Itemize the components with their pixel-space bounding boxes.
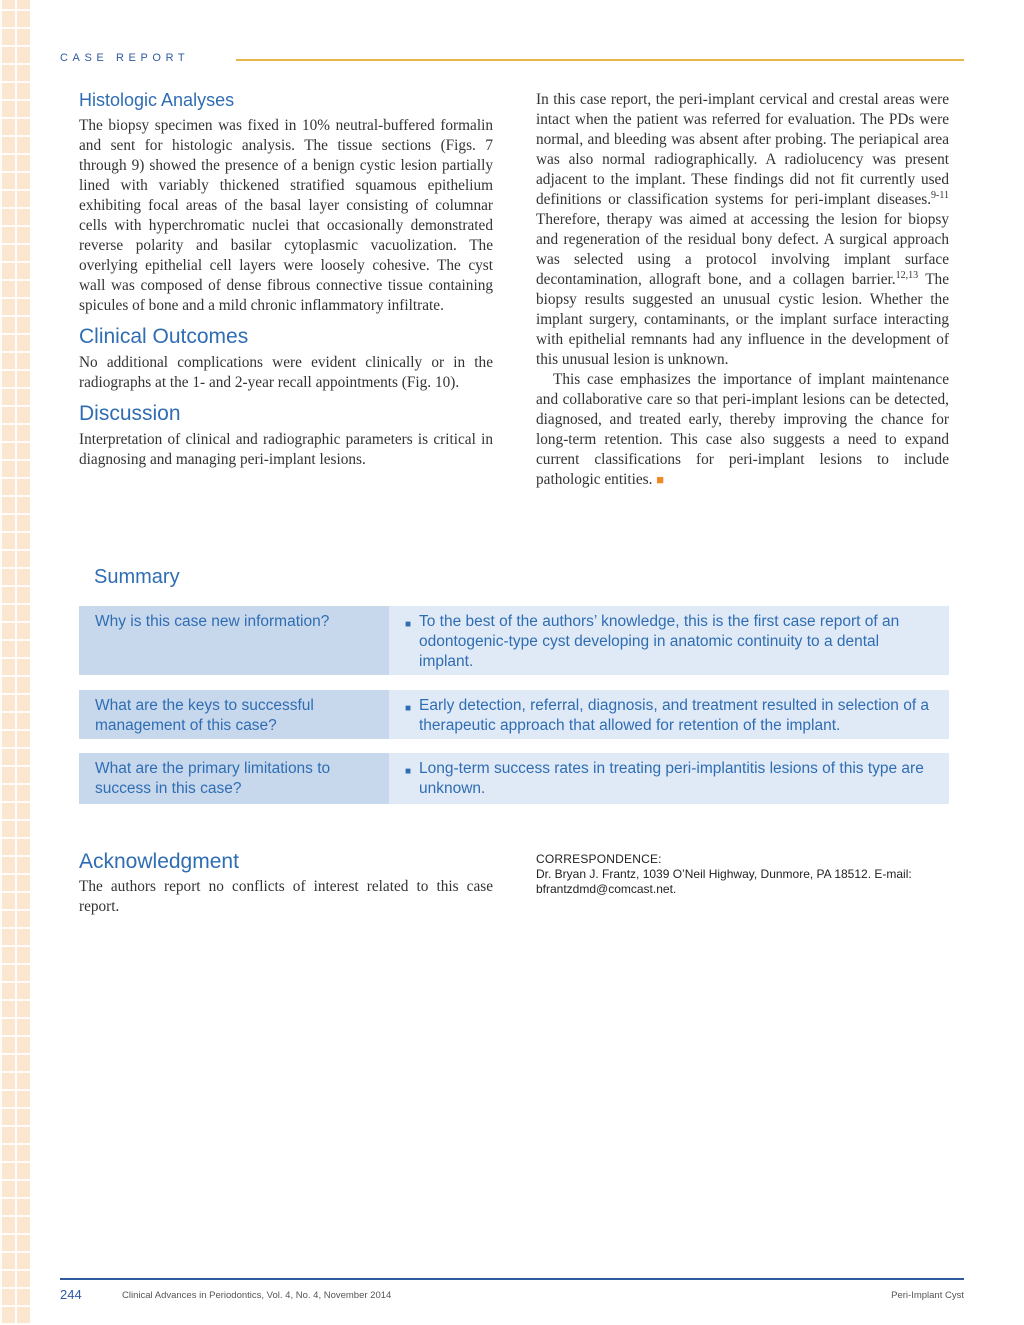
footer-rule xyxy=(60,1278,964,1280)
discussion-paragraph-1 xyxy=(536,90,949,370)
histologic-heading: Histologic Analyses xyxy=(79,90,235,110)
summary-row xyxy=(79,753,949,804)
paragraph-2-text: This case emphasizes the importance of implant maintenance and collaborative care so that peri-implant lesions can be detected, diagnosed, and treated early, thereby improving the chance for long-term retention. This case also suggests a need to expand current classifications for peri-implant lesions to include pathologic entities. xyxy=(536,371,949,488)
discussion-heading: Discussion xyxy=(79,401,181,425)
summary-answer xyxy=(389,690,949,739)
correspondence-block xyxy=(536,852,950,897)
outcomes-text: No additional complications were evident clinically or in the radiographs at the 1- and 2-year recall appointments (Fig. 10). xyxy=(79,353,493,391)
summary-answer xyxy=(389,753,949,804)
paragraph-1-part-c: The biopsy results suggested an unusual cystic lesion. Whether the implant surgery, contaminants, or the implant surface interacting with epithelial remnants had any influence in the development of this unusual lesion is unknown. xyxy=(536,271,949,368)
bullet-icon: ■ xyxy=(405,703,412,714)
correspondence-heading: CORRESPONDENCE: xyxy=(536,852,662,866)
reference-citation: 12,13 xyxy=(895,269,919,281)
left-column xyxy=(79,90,493,470)
outcomes-heading: Clinical Outcomes xyxy=(79,324,249,348)
discussion-text: Interpretation of clinical and radiographic parameters is critical in diagnosing and managing peri-implant lesions. xyxy=(79,430,493,468)
acknowledgment-heading: Acknowledgment xyxy=(79,850,239,873)
bullet-icon: ■ xyxy=(405,619,412,630)
section-label: CASE REPORT xyxy=(60,52,190,64)
discussion-paragraph-2 xyxy=(536,370,949,490)
summary-answer-text: Long-term success rates in treating peri-implantitis lesions of this type are unknown. xyxy=(419,760,924,797)
summary-question: Why is this case new information? xyxy=(79,606,389,675)
reference-citation: 9-11 xyxy=(931,189,949,201)
summary-row xyxy=(79,690,949,739)
right-column xyxy=(536,90,949,490)
page-number: 244 xyxy=(60,1287,82,1302)
summary-title: Summary xyxy=(94,566,180,588)
header-rule xyxy=(236,59,964,61)
summary-question: What are the keys to successful management of this case? xyxy=(79,690,389,739)
paragraph-1-part-b: Therefore, therapy was aimed at accessing the lesion for biopsy and regeneration of the residual bony defect. A surgical approach was selected using a protocol involving implant surface decontamination, allograft bone, and a collagen barrier. xyxy=(536,211,949,288)
end-of-article-icon: ■ xyxy=(656,472,665,487)
margin-decoration xyxy=(0,0,30,1325)
summary-answer-text: Early detection, referral, diagnosis, and treatment resulted in selection of a therapeutic approach that allowed for retention of the implant. xyxy=(419,697,930,734)
histologic-text: The biopsy specimen was fixed in 10% neutral-buffered formalin and sent for histologic analysis. The tissue sections (Figs. 7 through 9) showed the presence of a benign cystic lesion partially lined with variably thickened stratified squamous epithelium exhibiting focal areas of the basal layer consisting of columnar cells with hyperchromatic nuclei that occasionally demonstrated reverse polarity and basilar cytoplasmic vacuolization. The overlying epithelial cell layers were loosely cohesive. The cyst wall was composed of dense fibrous connective tissue containing spicules of bone and a mild chronic inflammatory infiltrate. xyxy=(79,116,493,314)
summary-answer xyxy=(389,606,949,675)
journal-citation: Clinical Advances in Periodontics, Vol. 4, No. 4, November 2014 xyxy=(122,1290,392,1301)
acknowledgment-text: The authors report no conflicts of interest related to this case report. xyxy=(79,878,493,915)
correspondence-text: Dr. Bryan J. Frantz, 1039 O’Neil Highway, Dunmore, PA 18512. E-mail: bfrantzdmd@comcast.net. xyxy=(536,867,912,896)
summary-question: What are the primary limitations to success in this case? xyxy=(79,753,389,804)
running-title: Peri-Implant Cyst xyxy=(891,1290,964,1301)
bullet-icon: ■ xyxy=(405,766,412,777)
paragraph-1-part-a: In this case report, the peri-implant cervical and crestal areas were intact when the patient was referred for evaluation. The PDs were normal, and bleeding was absent after probing. The periapical area was also normal radiographically. A radiolucency was present adjacent to the implant. These findings did not fit currently used definitions or classification systems for peri-implant diseases. xyxy=(536,91,949,208)
summary-row xyxy=(79,606,949,675)
summary-answer-text: To the best of the authors’ knowledge, this is the first case report of an odontogenic-type cyst developing in anatomic continuity to a dental implant. xyxy=(419,613,900,670)
